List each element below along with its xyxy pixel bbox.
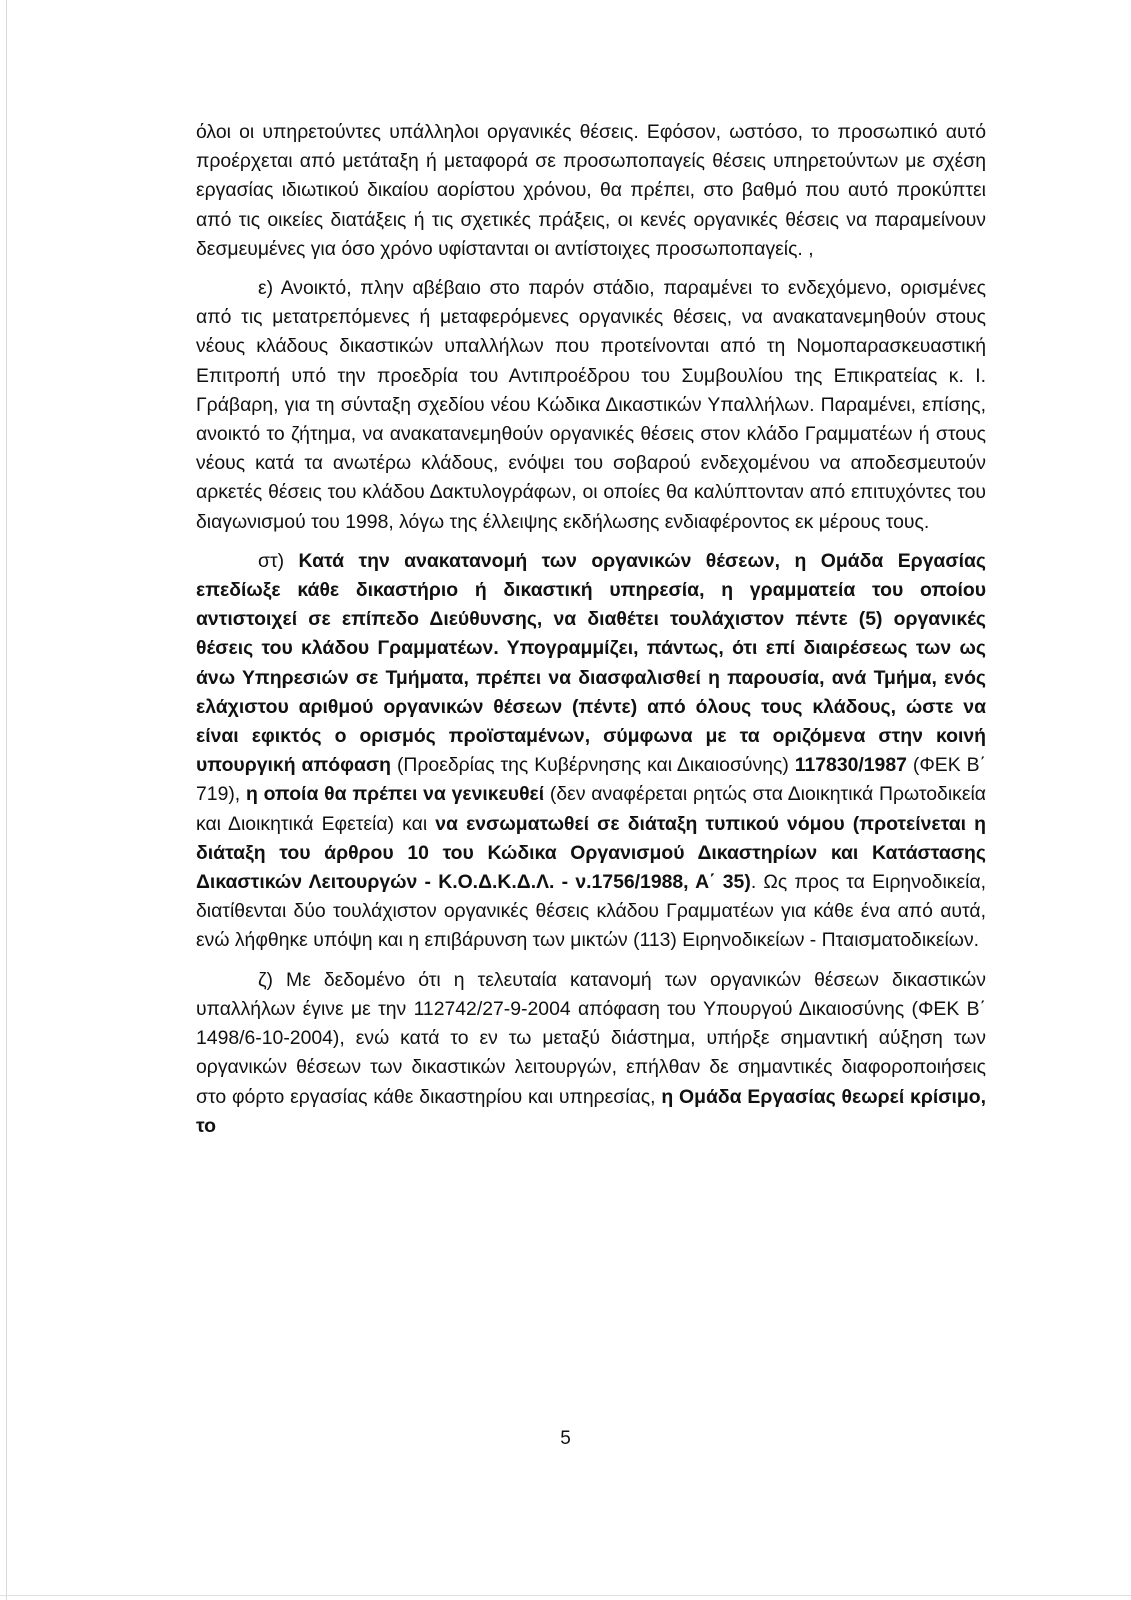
bold-text-run: η οποία θα πρέπει να γενικευθεί [245,783,545,806]
paragraph-z [196,966,986,1141]
bold-text-run: Κατά την ανακατανομή των οργανικών θέσεων, η Ομάδα Εργασίας επεδίωξε κάθε δικαστήριο ή δικαστική υπηρεσία, η γραμματεία του οποίου αντιστοιχεί σε επίπεδο Διεύθυνσης, να διαθέτει τουλάχιστον πέντε (5) οργανικές θέσεις του κλάδου Γραμματέων. Υπογραμμίζει, πάντως, ότι επί διαιρέσεως των ως άνω Υπηρεσιών σε Τμήματα, πρέπει να διασφαλισθεί η παρουσία, ανά Τμήμα, ενός ελάχιστου αριθμού οργανικών θέσεων (πέντε) από όλους τους κλάδους, ώστε να είναι εφικτός ο ορισμός προϊσταμένων, σύμφωνα με τα οριζόμενα στην κοινή υπουργική απόφαση [196,549,986,777]
text-run: . Ως προς τα Ειρηνοδικεία, διατίθενται δύο τουλάχιστον οργανικές θέσεις κλάδου Γραμματέων για κάθε ένα από αυτά, ενώ λήφθηκε υπόψη και η επιβάρυνση των μικτών (113) Ειρηνοδικείων - Πταισματοδικείων. [196,871,986,952]
text-run: ζ) Με δεδομένο ότι η τελευταία κατανομή των οργανικών θέσεων δικαστικών υπαλλήλων έγινε με την 112742/27-9-2004 απόφαση του Υπουργού Δικαιοσύνης (ΦΕΚ Β΄ 1498/6-10-2004), ενώ κατά το εν τω μεταξύ διάστημα, υπήρξε σημαντική αύξηση των οργανικών θέσεων των δικαστικών λειτουργών, επήλθαν δε σημαντικές διαφοροποιήσεις στο φόρτο εργασίας κάθε δικαστηρίου και υπηρεσίας, [196,968,986,1108]
scan-edge-line [6,0,7,1600]
text-run: (Προεδρίας της Κυβέρνησης και Δικαιοσύνης) [391,754,795,777]
paragraph-intro [196,118,986,264]
bold-text-run: η Ομάδα Εργασίας θεωρεί κρίσιμο, το [196,1085,986,1137]
page-number: 5 [560,1428,571,1449]
text-run: ε) Ανοικτό, πλην αβέβαιο στο παρόν στάδιο, παραμένει το ενδεχόμενο, ορισμένες από τις μετατρεπόμενες ή μεταφερόμενες οργανικές θέσεις, να ανακατανεμηθούν στους νέους κλάδους δικαστικών υπαλλήλων που προτείνονται από τη Νομοπαρασκευαστική Επιτροπή υπό την προεδρία του Αντιπροέδρου του Συμβουλίου της Επικρατείας κ. Ι. Γράβαρη, για τη σύνταξη σχεδίου νέου Κώδικα Δικαστικών Υπαλλήλων. Παραμένει, επίσης, ανοικτό το ζήτημα, να ανακατανεμηθούν οργανικές θέσεις στον κλάδο Γραμματέων ή στους νέους κατά τα ανωτέρω κλάδους, ενόψει του σοβαρού ενδεχομένου να αποδεσμευτούν αρκετές θέσεις του κλάδου Δακτυλογράφων, οι οποίες θα καλύπτονταν από επιτυχόντες του διαγωνισμού του 1998, λόγω της έλλειψης εκδήλωσης ενδιαφέροντος εκ μέρους τους. [196,277,986,533]
paragraph-st [196,547,986,956]
text-run: όλοι οι υπηρετούντες υπάλληλοι οργανικές θέσεις. Εφόσον, ωστόσο, το προσωπικό αυτό προέρχεται από μετάταξη ή μεταφορά σε προσωποπαγείς θέσεις υπηρετούντων με σχέση εργασίας ιδιωτικού δικαίου αορίστου χρόνου, θα πρέπει, στο βαθμό που αυτό προκύπτει από τις οικείες διατάξεις ή τις σχετικές πράξεις, οι κενές οργανικές θέσεις να παραμείνουν δεσμευμένες για όσο χρόνο υφίστανται οι αντίστοιχες προσωποπαγείς. , [196,121,986,260]
document-body [196,118,986,1151]
text-run: (δεν αναφέρεται ρητώς στα Διοικητικά Πρωτοδικεία και Διοικητικά Εφετεία) και [196,783,986,835]
bold-text-run: 117830/1987 [794,754,907,777]
bold-text-run: να ενσωματωθεί σε διάταξη τυπικού νόμου (προτείνεται η διάταξη του άρθρου 10 του Κώδικα Οργανισμού Δικαστηρίων και Κατάστασης Δικαστικών Λειτουργών - Κ.Ο.Δ.Κ.Δ.Λ. - ν.1756/1988, Α΄ 35) [196,812,986,894]
scan-bottom-line [0,1595,1131,1596]
text-run: (ΦΕΚ Β΄ 719), [196,754,986,806]
paragraph-e [196,274,986,537]
text-run: στ) [258,549,299,572]
